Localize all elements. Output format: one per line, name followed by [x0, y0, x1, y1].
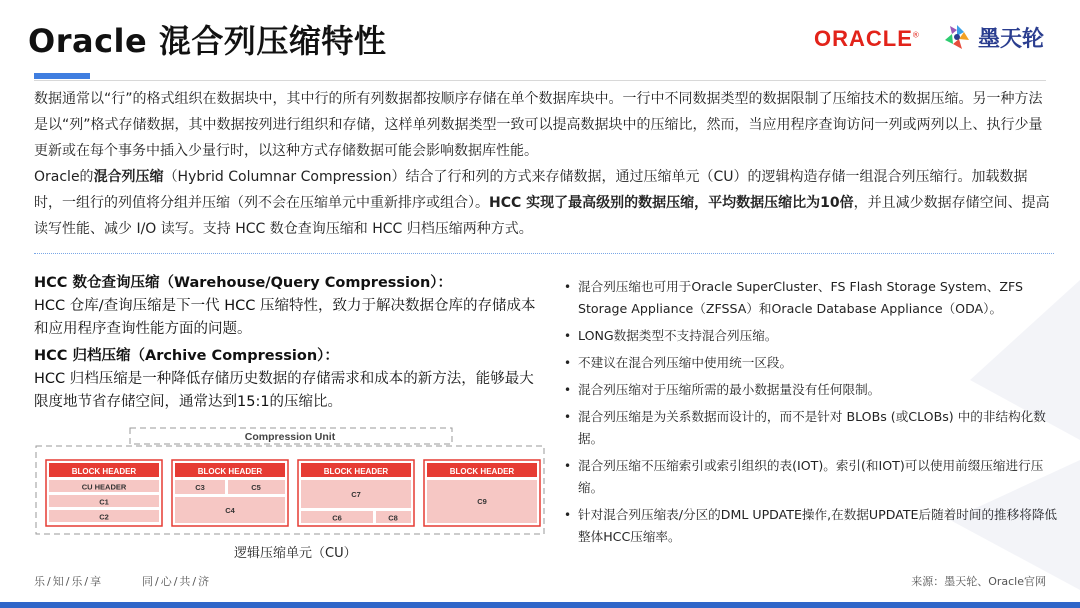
compression-unit-label: Compression Unit	[244, 431, 336, 443]
cell-c4: C4	[225, 506, 235, 515]
list-item: • LONG数据类型不支持混合列压缩。	[562, 325, 1058, 347]
compression-unit-diagram	[34, 424, 546, 536]
cell-c3: C3	[195, 483, 205, 492]
list-item: • 针对混合列压缩表/分区的DML UPDATE操作,在数据UPDATE后随着时间的推移将降低整体HCC压缩率。	[562, 504, 1058, 548]
list-item: • 混合列压缩不压缩索引或索引组织的表(IOT)。索引(和IOT)可以使用前缀压缩进行压缩。	[562, 455, 1058, 499]
cell-c9: C9	[477, 497, 487, 506]
list-item: • 混合列压缩也可用于Oracle SuperCluster、FS Flash Storage System、ZFS Storage Appliance（ZFSSA）和Oracle Database Appliance（ODA）。	[562, 276, 1058, 320]
archive-compression-text: HCC 归档压缩是一种降低存储历史数据的存储需求和成本的新方法，能够最大限度地节省存储空间，通常达到15:1的压缩比。	[34, 371, 534, 410]
footer-source: 来源：墨天轮、Oracle官网	[911, 575, 1046, 588]
section-divider	[34, 253, 1054, 254]
list-item: • 混合列压缩对于压缩所需的最小数据量没有任何限制。	[562, 379, 1058, 401]
bullet-icon: •	[564, 280, 572, 294]
bottom-accent-stripe	[0, 602, 1080, 608]
page-title: Oracle 混合列压缩特性	[28, 22, 387, 60]
diagram-caption: 逻辑压缩单元（CU）	[234, 546, 357, 561]
warehouse-compression-text: HCC 仓库/查询压缩是下一代 HCC 压缩特性，致力于解决数据仓库的存储成本和应用程序查询性能方面的问题。	[34, 298, 536, 337]
bullet-icon: •	[564, 459, 572, 473]
cu-header-label: CU HEADER	[81, 482, 127, 492]
list-item: • 混合列压缩是为关系数据而设计的，而不是针对 BLOBs (或CLOBs) 中的非结构化数据。	[562, 406, 1058, 450]
list-item: • 不建议在混合列压缩中使用统一区段。	[562, 352, 1058, 374]
modb-logo	[942, 20, 1044, 54]
oracle-logo: ORACLE®	[814, 26, 920, 51]
modb-logo-icon	[942, 22, 972, 52]
hcc-types-section	[34, 272, 544, 418]
bullet-icon: •	[564, 356, 572, 370]
cell-c8: C8	[388, 513, 398, 523]
title-accent-bar	[34, 73, 90, 79]
intro-paragraph-2: Oracle的混合列压缩（Hybrid Columnar Compression）结合了行和列的方式来存储数据，通过压缩单元（CU）的逻辑构造存储一组混合列压缩行。加载数据时，一组行的列值将分组并压缩（列不会在压缩单元中重新排序或组合）。HCC 实现了最高级别的数据压缩，平均数据压缩比为10倍，并且减少数据存储空间、提高读写性能、减少 I/O 读写。支持 HCC 数仓查询压缩和 HCC 归档压缩两种方式。	[34, 169, 1050, 237]
block-header-label: BLOCK HEADER	[449, 467, 515, 476]
background-watermark-icon	[910, 260, 1080, 600]
footer-slogan-1: 乐/知/乐/享	[34, 575, 104, 588]
block-header-label: BLOCK HEADER	[197, 467, 263, 476]
cell-c5: C5	[251, 483, 261, 492]
cell-c6: C6	[332, 513, 342, 523]
intro-paragraph-1: 数据通常以“行”的格式组织在数据块中，其中行的所有列数据都按顺序存储在单个数据库块中。一行中不同数据类型的数据限制了压缩技术的数据压缩。另一种方法是以“列”格式存储数据，其中数据按列进行组织和存储，这样单列数据类型一致可以提高数据块中的压缩比，然而，当应用程序查询访问一列或两列以上、执行少量更新或在每个事务中插入少量行时，以这种方式存储数据可能会影响数据库性能。	[34, 91, 1043, 159]
cell-c1: C1	[99, 497, 109, 507]
archive-compression-heading: HCC 归档压缩（Archive Compression）：	[34, 348, 339, 364]
bullet-icon: •	[564, 329, 572, 343]
title-divider	[34, 80, 1046, 81]
bullet-icon: •	[564, 508, 572, 522]
block-header-label: BLOCK HEADER	[323, 467, 389, 476]
cell-c2: C2	[99, 512, 109, 522]
bullet-icon: •	[564, 383, 572, 397]
modb-logo-text: 墨天轮	[978, 26, 1045, 52]
footer-slogan-2: 同/心/共/济	[142, 575, 212, 588]
warehouse-compression-heading: HCC 数仓查询压缩（Warehouse/Query Compression）：	[34, 275, 453, 291]
bullet-icon: •	[564, 410, 572, 424]
block-header-label: BLOCK HEADER	[71, 467, 137, 476]
cell-c7: C7	[351, 490, 361, 499]
